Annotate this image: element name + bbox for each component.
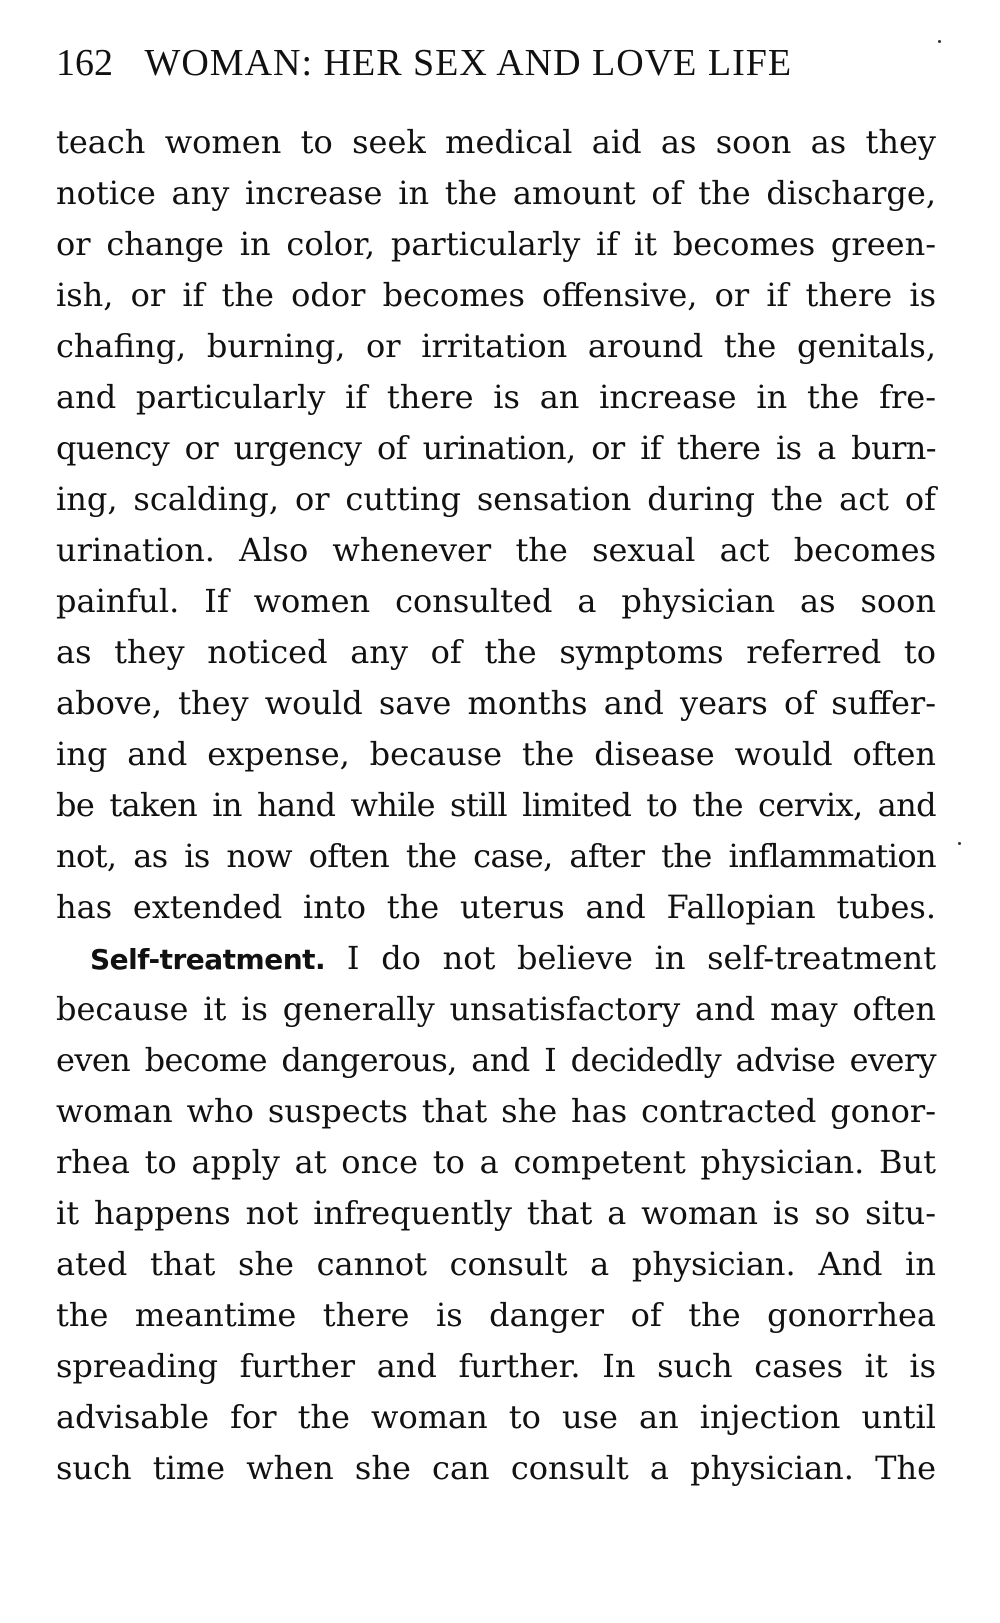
text-line: chafing, burning, or irritation around the genitals, (56, 327, 936, 365)
page-number: 162 (56, 42, 113, 84)
print-speck (938, 40, 941, 43)
section-heading: Self-treatment. (90, 943, 326, 976)
text-line: as they noticed any of the symptoms referred to (56, 633, 936, 671)
text-line: ing, scalding, or cutting sensation during the act of (56, 480, 936, 518)
body-text (56, 117, 936, 1494)
text-line: teach women to seek medical aid as soon as they (56, 123, 936, 161)
text-line: or change in color, particularly if it becomes green- (56, 225, 936, 263)
text-line: not, as is now often the case, after the inflammation (56, 837, 936, 875)
text-line: such time when she can consult a physician. The (56, 1449, 936, 1487)
text-line: even become dangerous, and I decidedly advise every (56, 1041, 936, 1079)
text-line: and particularly if there is an increase in the fre- (56, 378, 936, 416)
text-line: above, they would save months and years of suffer- (56, 684, 936, 722)
text-line: notice any increase in the amount of the discharge, (56, 174, 936, 212)
running-title: WOMAN: HER SEX AND LOVE LIFE (144, 42, 793, 84)
text-line: ish, or if the odor becomes offensive, or if there is (56, 276, 936, 314)
text-line: ing and expense, because the disease would often (56, 735, 936, 773)
print-speck (958, 842, 961, 845)
text-line: be taken in hand while still limited to the cervix, and (56, 786, 936, 824)
text-line: quency or urgency of urination, or if there is a burn- (56, 429, 936, 467)
section-first-line-text: I do not believe in self-treatment (346, 939, 937, 977)
text-line: spreading further and further. In such cases it is (56, 1347, 936, 1385)
text-line: has extended into the uterus and Fallopian tubes. (56, 888, 936, 926)
text-line: the meantime there is danger of the gonorrhea (56, 1296, 936, 1334)
text-line: because it is generally unsatisfactory and may often (56, 990, 936, 1028)
text-line: woman who suspects that she has contracted gonor- (56, 1092, 936, 1130)
text-line: painful. If women consulted a physician as soon (56, 582, 936, 620)
text-line: ated that she cannot consult a physician. And in (56, 1245, 936, 1283)
text-line: rhea to apply at once to a competent physician. But (56, 1143, 936, 1181)
text-line: advisable for the woman to use an injection until (56, 1398, 936, 1436)
running-head (56, 38, 946, 88)
section-first-line (56, 933, 936, 984)
text-line: it happens not infrequently that a woman is so situ- (56, 1194, 936, 1232)
text-line: urination. Also whenever the sexual act becomes (56, 531, 936, 569)
